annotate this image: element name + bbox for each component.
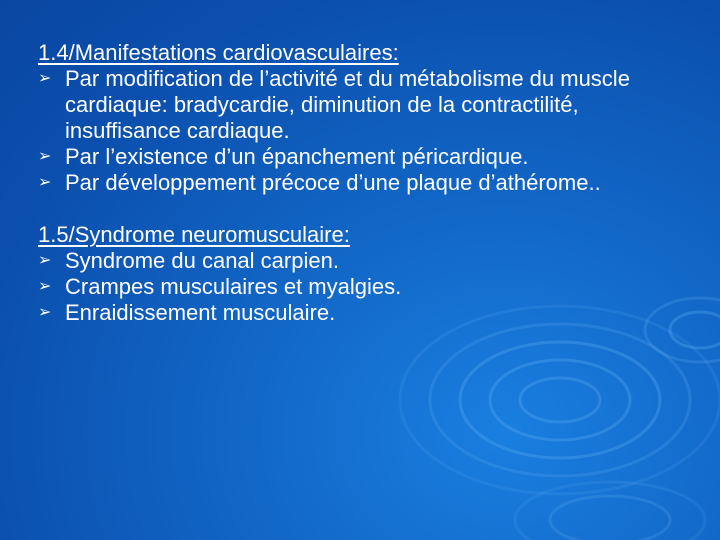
arrow-bullet-icon: ➢ [38,148,52,165]
list-item-text: Crampes musculaires et myalgies. [65,274,402,299]
arrow-bullet-icon: ➢ [38,252,52,269]
bullet-list [38,248,698,326]
list-item [38,300,698,326]
list-item-text: Syndrome du canal carpien. [65,248,339,273]
arrow-bullet-icon: ➢ [38,278,52,295]
list-item-text: Par l’existence d’un épanchement péricardique. [65,144,529,169]
list-item [38,248,698,274]
arrow-bullet-icon: ➢ [38,70,52,87]
list-item-text: Par modification de l’activité et du métabolisme du muscle cardiaque: bradycardie, diminution de la contractilité, insuffisance cardiaque. [65,66,630,143]
list-item [38,170,698,196]
section-heading: 1.4/Manifestations cardiovasculaires: [38,40,399,65]
arrow-bullet-icon: ➢ [38,304,52,321]
list-item-text: Par développement précoce d’une plaque d’athérome.. [65,170,601,195]
section-cardiovascular [38,40,698,196]
arrow-bullet-icon: ➢ [38,174,52,191]
section-heading: 1.5/Syndrome neuromusculaire: [38,222,350,247]
bullet-list [38,66,698,196]
section-neuromuscular [38,222,698,326]
list-item [38,274,698,300]
list-item-text: Enraidissement musculaire. [65,300,336,325]
list-item [38,66,698,144]
slide-content [38,40,698,326]
list-item [38,144,698,170]
